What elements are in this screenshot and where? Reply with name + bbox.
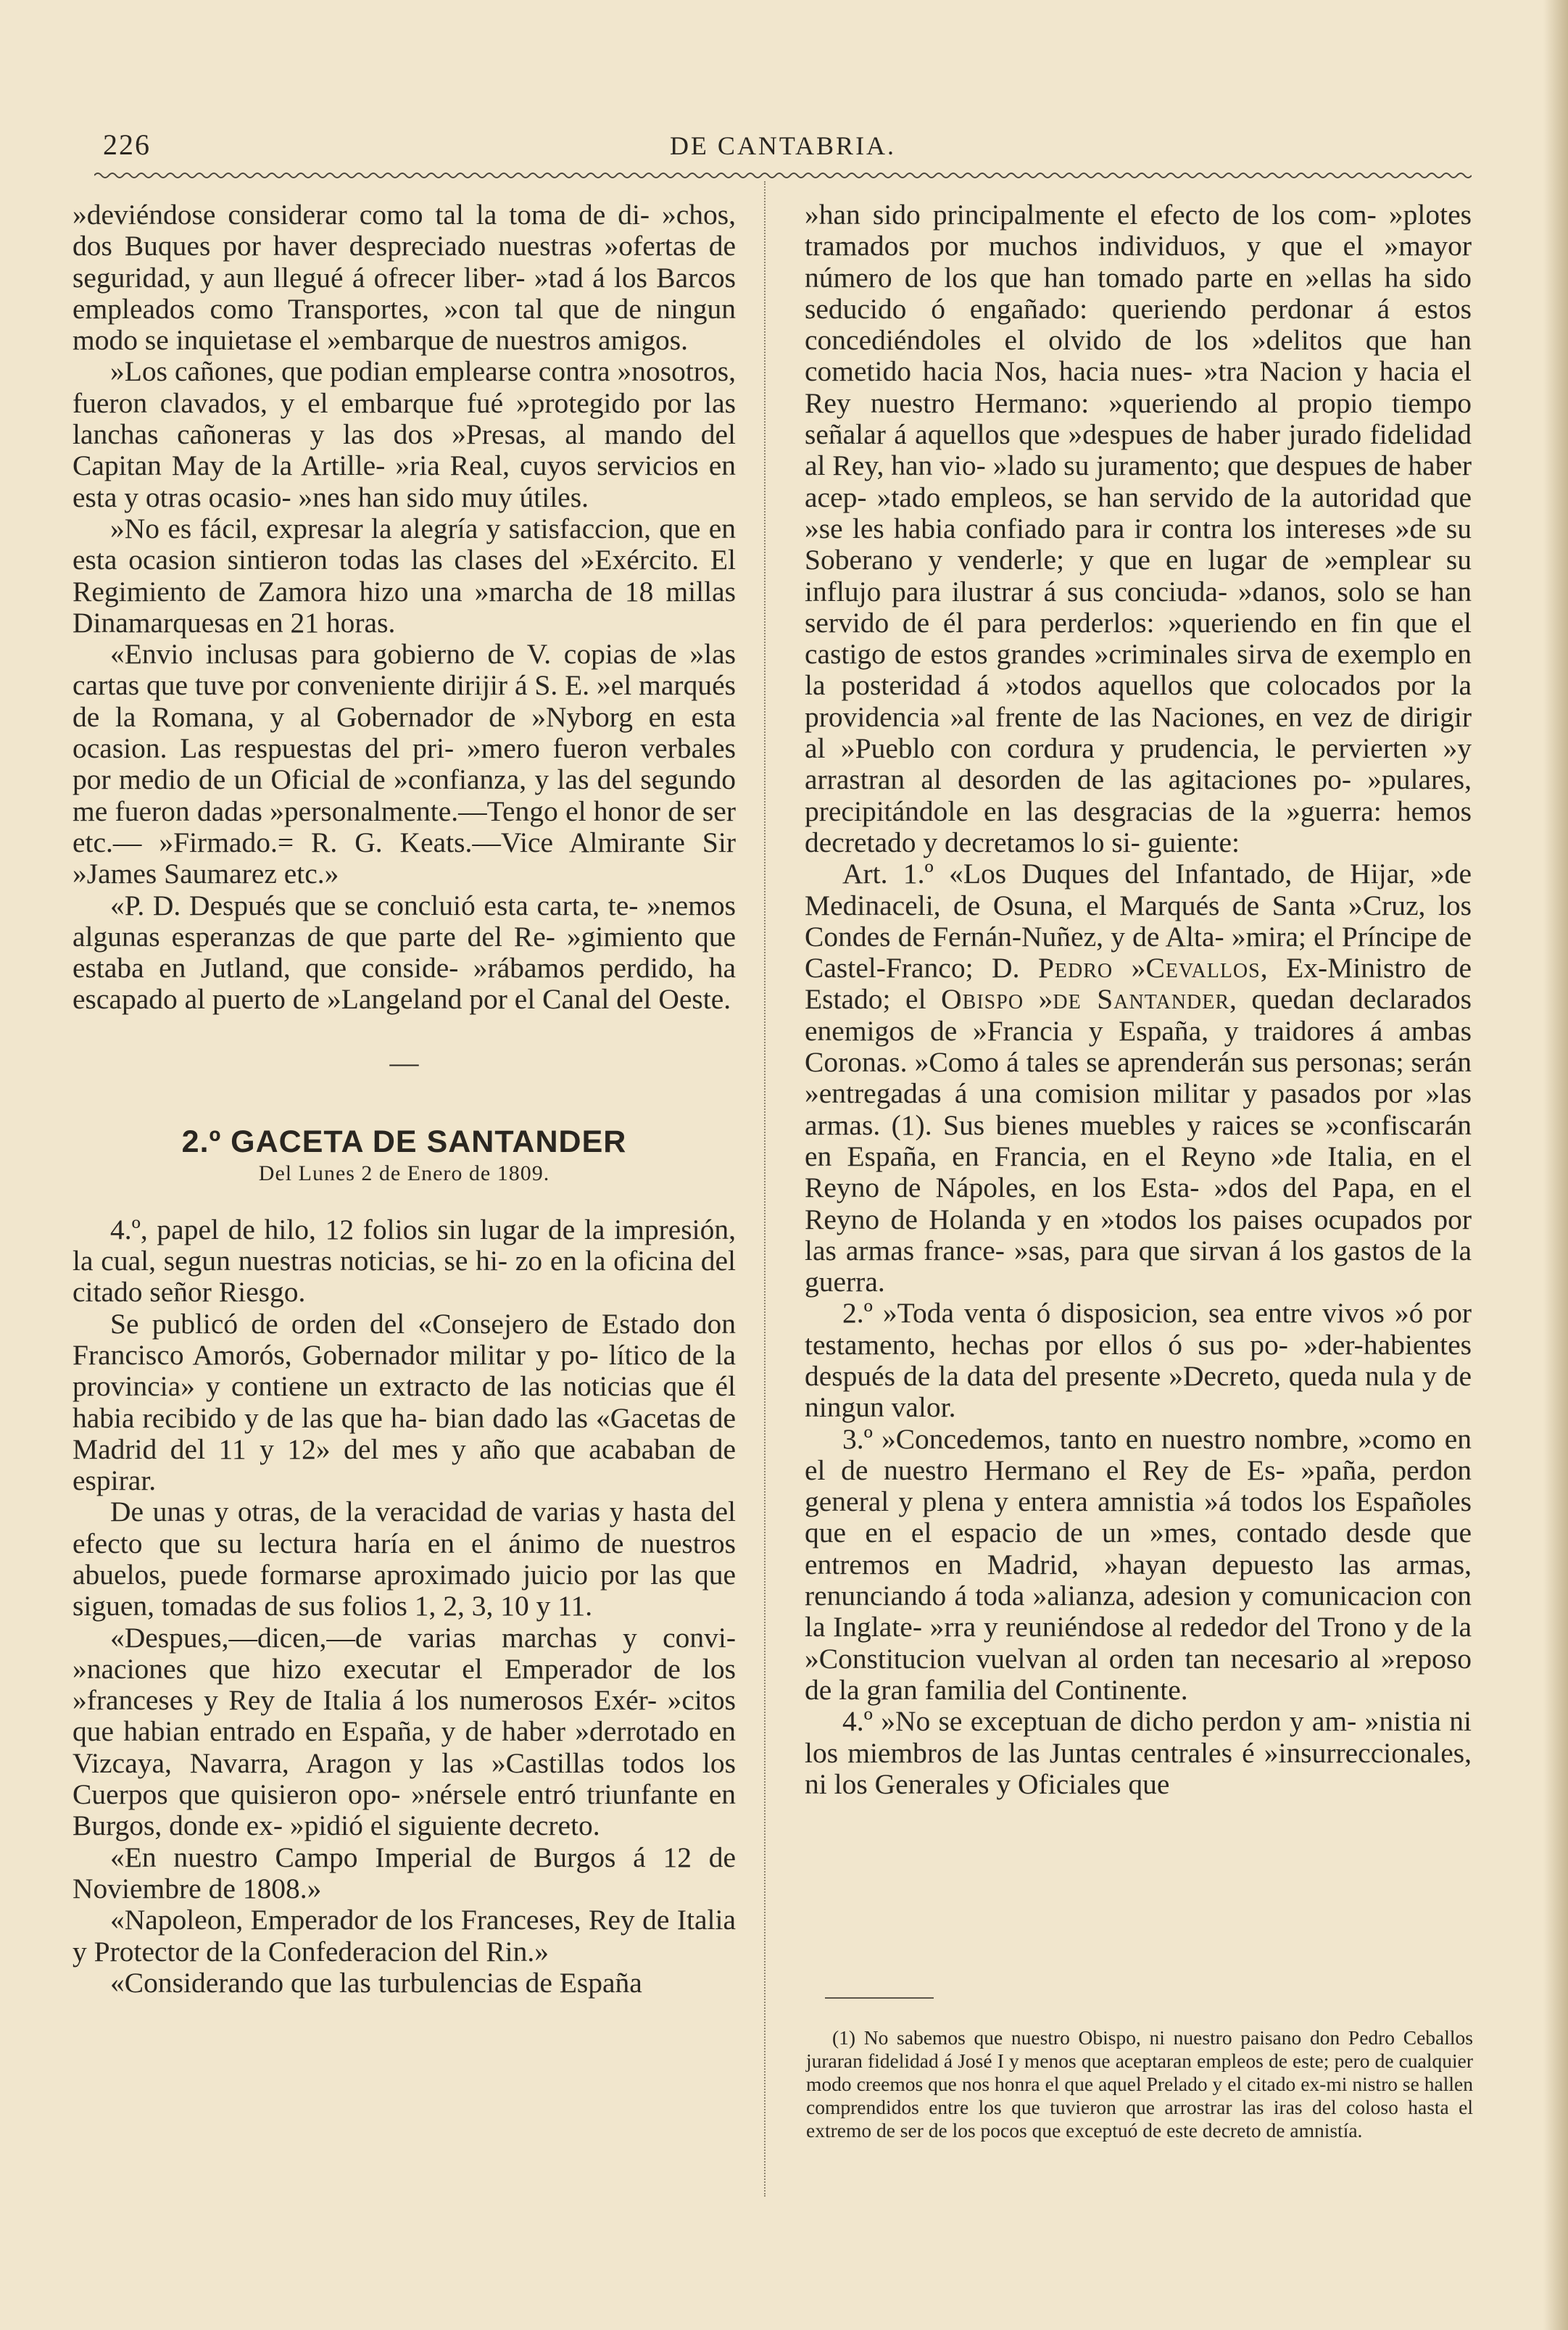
footnote <box>806 2026 1473 2142</box>
paragraph: Se publicó de orden del «Consejero de Estado don Francisco Amorós, Gobernador militar y po- lítico de la provincia» y contiene un extracto de las noticias que él habia recibido y de las que ha- bian dado las «Gacetas de Madrid del 11 y 12» del mes y año que acababan de espirar. <box>72 1307 736 1497</box>
page-header <box>94 128 1472 171</box>
page-number: 226 <box>103 128 151 161</box>
column-divider <box>764 181 766 2197</box>
text-run: » <box>1113 952 1146 984</box>
footnote-text: (1) No sabemos que nuestro Obispo, ni nuestro paisano don Pedro Ceballos juraran fidelidad á José I y menos que aceptaran empleos de este; pero de cualquier modo creemos que nos honra el que aquel Prelado y el citado ex-mi nistro se hallen comprendidos entre los que tuvieron que arrostrar las iras del coloso hasta el extremo de ser de los pocos que exceptuó de este decreto de amnistía. <box>806 2026 1473 2142</box>
article-3: 3.º »Concedemos, tanto en nuestro nombre, »como en el de nuestro Hermano el Rey de Es- »paña, perdon general y plena y entera amnistia »á todos los Españoles que en el espacio de un »mes, contado desde que entremos en Madrid, »hayan depuesto las armas, renunciando á toda »alianza, adesion y comunicacion con la Inglate- »rra y reuniéndose al rededor del Trono y de la »Constitucion vuelvan al orden tan necesario al »reposo de la gran familia del Continente. <box>805 1422 1472 1706</box>
article-2: 2.º »Toda venta ó disposicion, sea entre vivos »ó por testamento, hechas por ellos ó sus po- »der-habientes después de la data del presente »Decreto, queda nula y de ningun valor. <box>805 1297 1472 1424</box>
section-subtitle: Del Lunes 2 de Enero de 1809. <box>258 1161 550 1185</box>
name-smallcaps: de Santander <box>1053 983 1230 1016</box>
right-column <box>805 199 1472 1800</box>
paragraph: 4.º, papel de hilo, 12 folios sin lugar de la impresión, la cual, segun nuestras noticias, se hi- zo en la oficina del citado señor Riesgo. <box>72 1213 736 1309</box>
paragraph: »Los cañones, que podian emplearse contra »nosotros, fueron clavados, y el embarque fué »protegido por las lanchas cañoneras y las dos »Presas, al mando del Capitan May de la Artille- »ria Real, cuyos servicios en esta y otras ocasio- »nes han sido muy útiles. <box>72 355 736 513</box>
paragraph: «Considerando que las turbulencias de España <box>110 1966 642 1999</box>
header-wavy-rule <box>94 171 1472 180</box>
page-edge-shadow <box>1543 0 1568 2330</box>
name-smallcaps: Pedro <box>1037 952 1113 984</box>
paragraph: De unas y otras, de la veracidad de varias y hasta del efecto que su lectura haría en el ánimo de nuestros abuelos, puede formarse aproximado juicio por las que siguen, tomadas de sus folios 1, 2, 3, 10 y 11. <box>72 1496 736 1622</box>
paragraph: «En nuestro Campo Imperial de Burgos á 12 de Noviembre de 1808.» <box>72 1841 736 1904</box>
section-title: 2.º GACETA DE SANTANDER <box>181 1124 627 1159</box>
paragraph: »No es fácil, expresar la alegría y satisfaccion, que en esta ocasion sintieron todas las clases del »Exército. El Regimiento de Zamora hizo una »marcha de 18 millas Dinamarquesas en 21 horas. <box>72 512 736 639</box>
article-1 <box>805 858 1472 1298</box>
text-run: Art. 1.º «Los Duques del Infantado, de Hijar, »de Medinaceli, de Osuna, el Marqués de Santa »Cruz, los Condes de Fernán-Nuñez, y de Alta- »mira; el Príncipe de Castel-Franco; D. <box>805 858 1472 984</box>
text-run: , quedan declarados enemigos de »Francia y España, y traidores á ambas Coronas. »Como á tales se aprenderán sus personas; serán »entregadas á una comision militar y pasados por »las armas. (1). Sus bienes muebles y raices se »confiscarán en España, en Francia, en el Reyno »de Italia, en el Reyno de Nápoles, en los Esta- »dos del Papa, en el Reyno de Holanda y en »todos los paises ocupados por las armas france- »sas, para que sirvan á los gastos de la guerra. <box>805 983 1472 1298</box>
section-separator: — <box>389 1045 419 1079</box>
text-run: , Ex-Ministro de Estado; el <box>805 952 1472 1016</box>
left-column <box>72 199 736 1999</box>
paragraph: »deviéndose considerar como tal la toma de di- »chos, dos Buques por haver despreciado nuestras »ofertas de seguridad, y aun llegué á ofrecer liber- »tad á los Barcos empleados como Transportes, »con tal que de ningun modo se inquietase el »embarque de nuestros amigos. <box>72 199 736 357</box>
footnote-rule <box>825 1997 934 1999</box>
name-smallcaps: Cevallos <box>1145 952 1261 984</box>
paragraph: »han sido principalmente el efecto de los com- »plotes tramados por muchos individuos, y que el »mayor número de los que han tomado parte en »ellas ha sido seducido ó engañado: queriendo perdonar á estos concediéndoles el olvido de los »delitos que han cometido hacia Nos, hacia nues- »tra Nacion y hacia el Rey nuestro Hermano: »queriendo al propio tiempo señalar á aquellos que »despues de haber jurado fidelidad al Rey, han vio- »lado su juramento; que despues de haber acep- »tado empleos, se han servido de la autoridad que »se les habia confiado para ir contra los intereses »de su Soberano y venderle; y que en lugar de »emplear su influjo para ilustrar á sus conciuda- »danos, solo se han servido de él para perderlos: »queriendo en fin que el castigo de estos grandes »criminales sirva de exemplo en la posteridad á »todos aquellos que colocados por la providencia »al frente de las Naciones, en vez de dirigir al »Pueblo con cordura y prudencia, le pervierten »y arrastran al desorden de las agitaciones po- »pulares, precipitándole en las desgracias de la »guerra: hemos decretado y decretamos lo si- guiente: <box>805 199 1472 858</box>
paragraph: «Napoleon, Emperador de los Franceses, Rey de Italia y Protector de la Confederacion del Rin.» <box>72 1904 736 1968</box>
running-title: DE CANTABRIA. <box>669 131 897 160</box>
paragraph: «Despues,—dicen,—de varias marchas y convi- »naciones que hizo executar el Emperador de los »franceses y Rey de Italia á los numerosos Exér- »citos que habian entrado en España, y de haber »derrotado en Vizcaya, Navarra, Aragon y las »Castillas todos los Cuerpos que quisieron opo- »nérsele entró triunfante en Burgos, donde ex- »pidió el siguiente decreto. <box>72 1621 736 1842</box>
paragraph: «Envio inclusas para gobierno de V. copias de »las cartas que tuve por conveniente dirijir á S. E. »el marqués de la Romana, y al Gobernador de »Nyborg en esta ocasion. Las respuestas del pri- »mero fueron verbales por medio de un Oficial de »confianza, y las del segundo me fueron dadas »personalmente.—Tengo el honor de ser etc.— »Firmado.= R. G. Keats.—Vice Almirante Sir »James Saumarez etc.» <box>72 638 736 890</box>
text-run: » <box>1024 983 1053 1016</box>
paragraph: «P. D. Después que se concluió esta carta, te- »nemos algunas esperanzas de que parte del Re- »gimiento que estaba en Jutland, que conside- »rábamos perdido, ha escapado al puerto de »Langeland por el Canal del Oeste. <box>72 889 736 1016</box>
name-smallcaps: Obispo <box>941 983 1024 1016</box>
article-4: 4.º »No se exceptuan de dicho perdon y am- »nistia ni los miembros de las Juntas centrales é »insurreccionales, ni los Generales y Oficiales que <box>805 1705 1472 1800</box>
